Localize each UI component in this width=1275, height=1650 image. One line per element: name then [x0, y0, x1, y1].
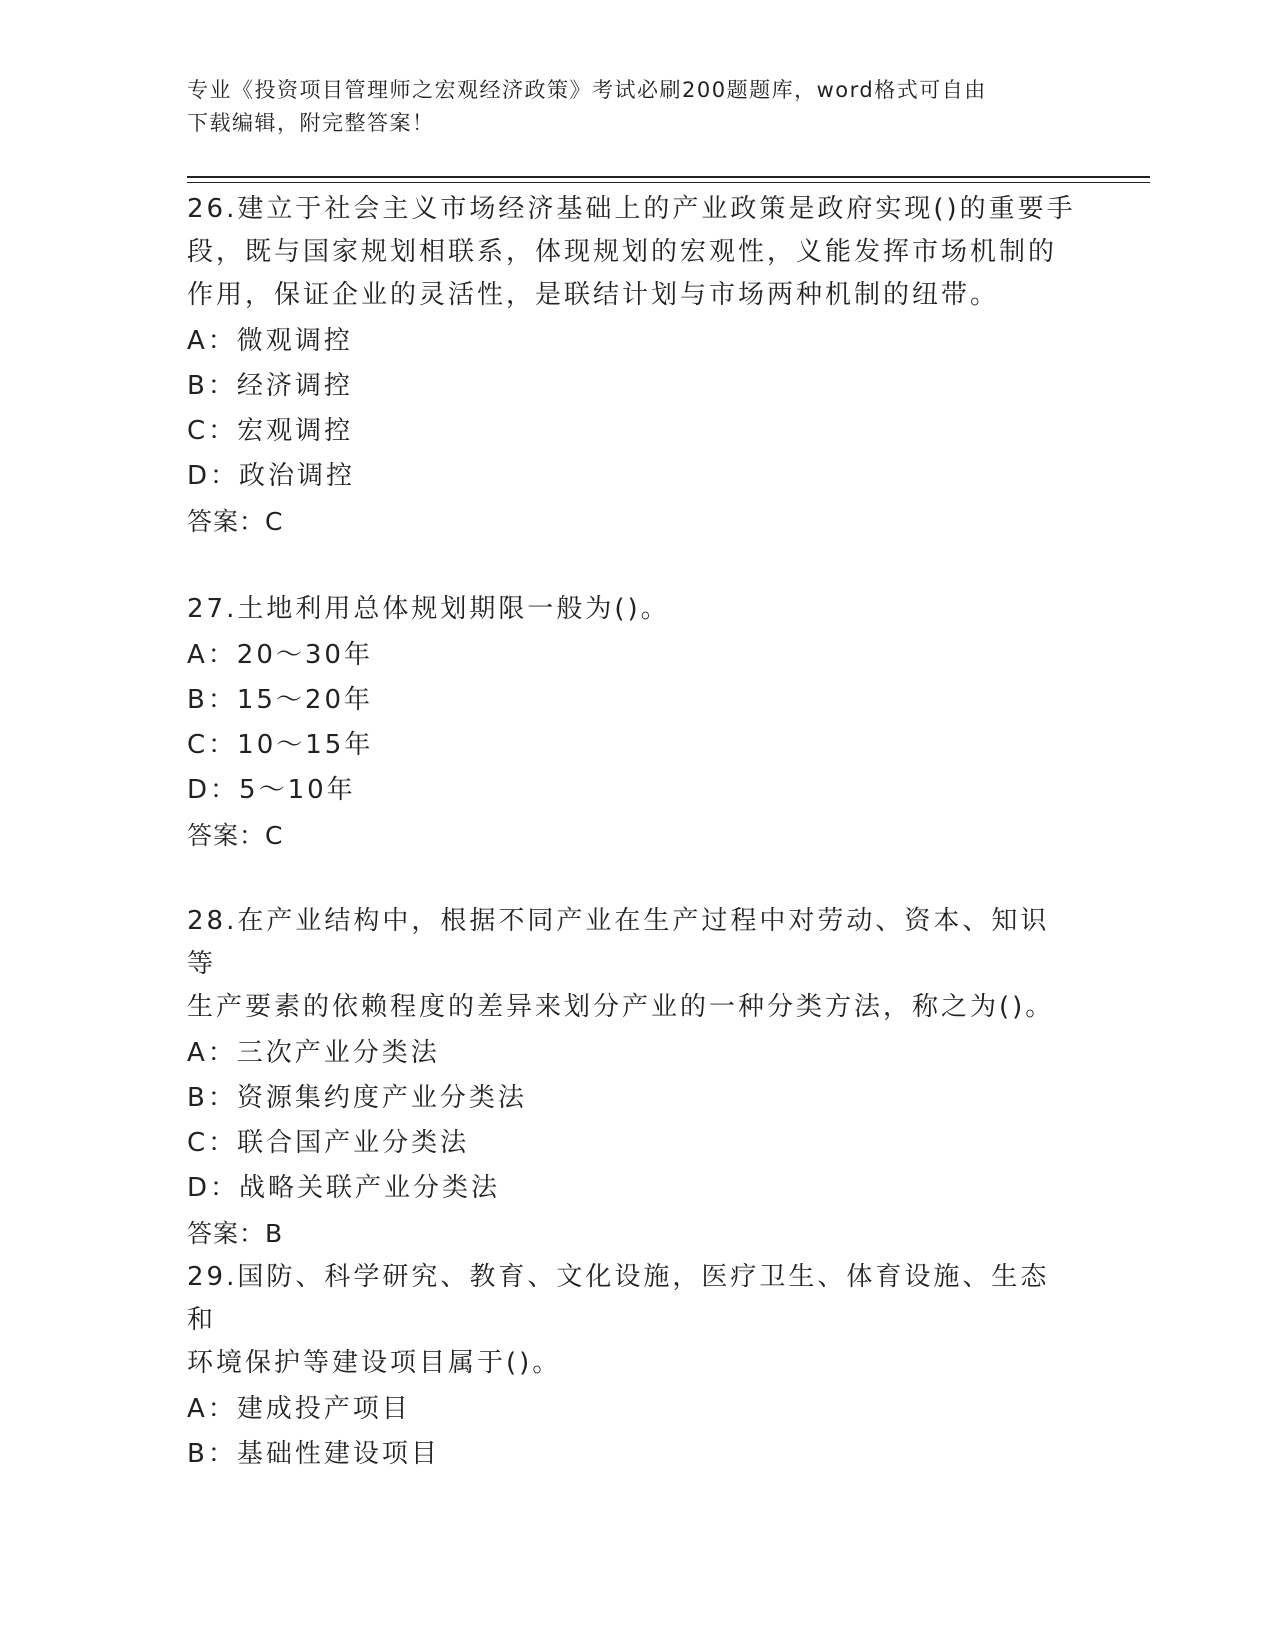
question-28: [187, 900, 1077, 1256]
stem-line: 生产要素的依赖程度的差异来划分产业的一种分类方法，称之为()。: [187, 992, 1055, 1022]
answer: 答案：C: [187, 507, 284, 536]
question-stem: [187, 188, 1077, 317]
option-a: A：微观调控: [187, 326, 353, 356]
question-stem: [187, 588, 1077, 631]
stem-line: 29.国防、科学研究、教育、文化设施，医疗卫生、体育设施、生态和: [187, 1262, 1050, 1335]
question-stem: [187, 1256, 1077, 1385]
option-b: B：15～20年: [187, 685, 374, 715]
header-divider-thick: [187, 176, 1150, 178]
stem-line: 27.土地利用总体规划期限一般为()。: [187, 594, 670, 624]
question-27: [187, 588, 1077, 858]
answer: 答案：C: [187, 821, 284, 850]
option-c: C：宏观调控: [187, 416, 354, 446]
option-a: A：三次产业分类法: [187, 1038, 440, 1068]
option-b: B：基础性建设项目: [187, 1439, 440, 1469]
option-c: C：10～15年: [187, 730, 374, 760]
question-29: [187, 1256, 1077, 1477]
option-c: C：联合国产业分类法: [187, 1128, 470, 1158]
option-b: B：资源集约度产业分类法: [187, 1083, 527, 1113]
option-b: B：经济调控: [187, 371, 353, 401]
option-d: D：政治调控: [187, 461, 356, 491]
stem-line: 作用，保证企业的灵活性，是联结计划与市场两种机制的纽带。: [187, 280, 1000, 310]
stem-line: 环境保护等建设项目属于()。: [187, 1348, 562, 1378]
question-stem: [187, 900, 1077, 1029]
header-line-2: 下载编辑，附完整答案！: [187, 111, 435, 135]
stem-line: 28.在产业结构中，根据不同产业在生产过程中对劳动、资本、知识等: [187, 906, 1050, 979]
header-divider-thin: [187, 182, 1150, 183]
document-header: [187, 74, 1067, 140]
stem-line: 26.建立于社会主义市场经济基础上的产业政策是政府实现()的重要手: [187, 194, 1076, 224]
option-d: D：战略关联产业分类法: [187, 1173, 501, 1203]
option-a: A：建成投产项目: [187, 1394, 411, 1424]
option-d: D：5～10年: [187, 775, 356, 805]
question-26: [187, 188, 1077, 544]
stem-line: 段，既与国家规划相联系，体现规划的宏观性，义能发挥市场机制的: [187, 237, 1058, 267]
answer: 答案：B: [187, 1219, 284, 1248]
header-line-1: 专业《投资项目管理师之宏观经济政策》考试必刷200题题库，word格式可自由: [187, 78, 987, 102]
option-a: A：20～30年: [187, 640, 373, 670]
